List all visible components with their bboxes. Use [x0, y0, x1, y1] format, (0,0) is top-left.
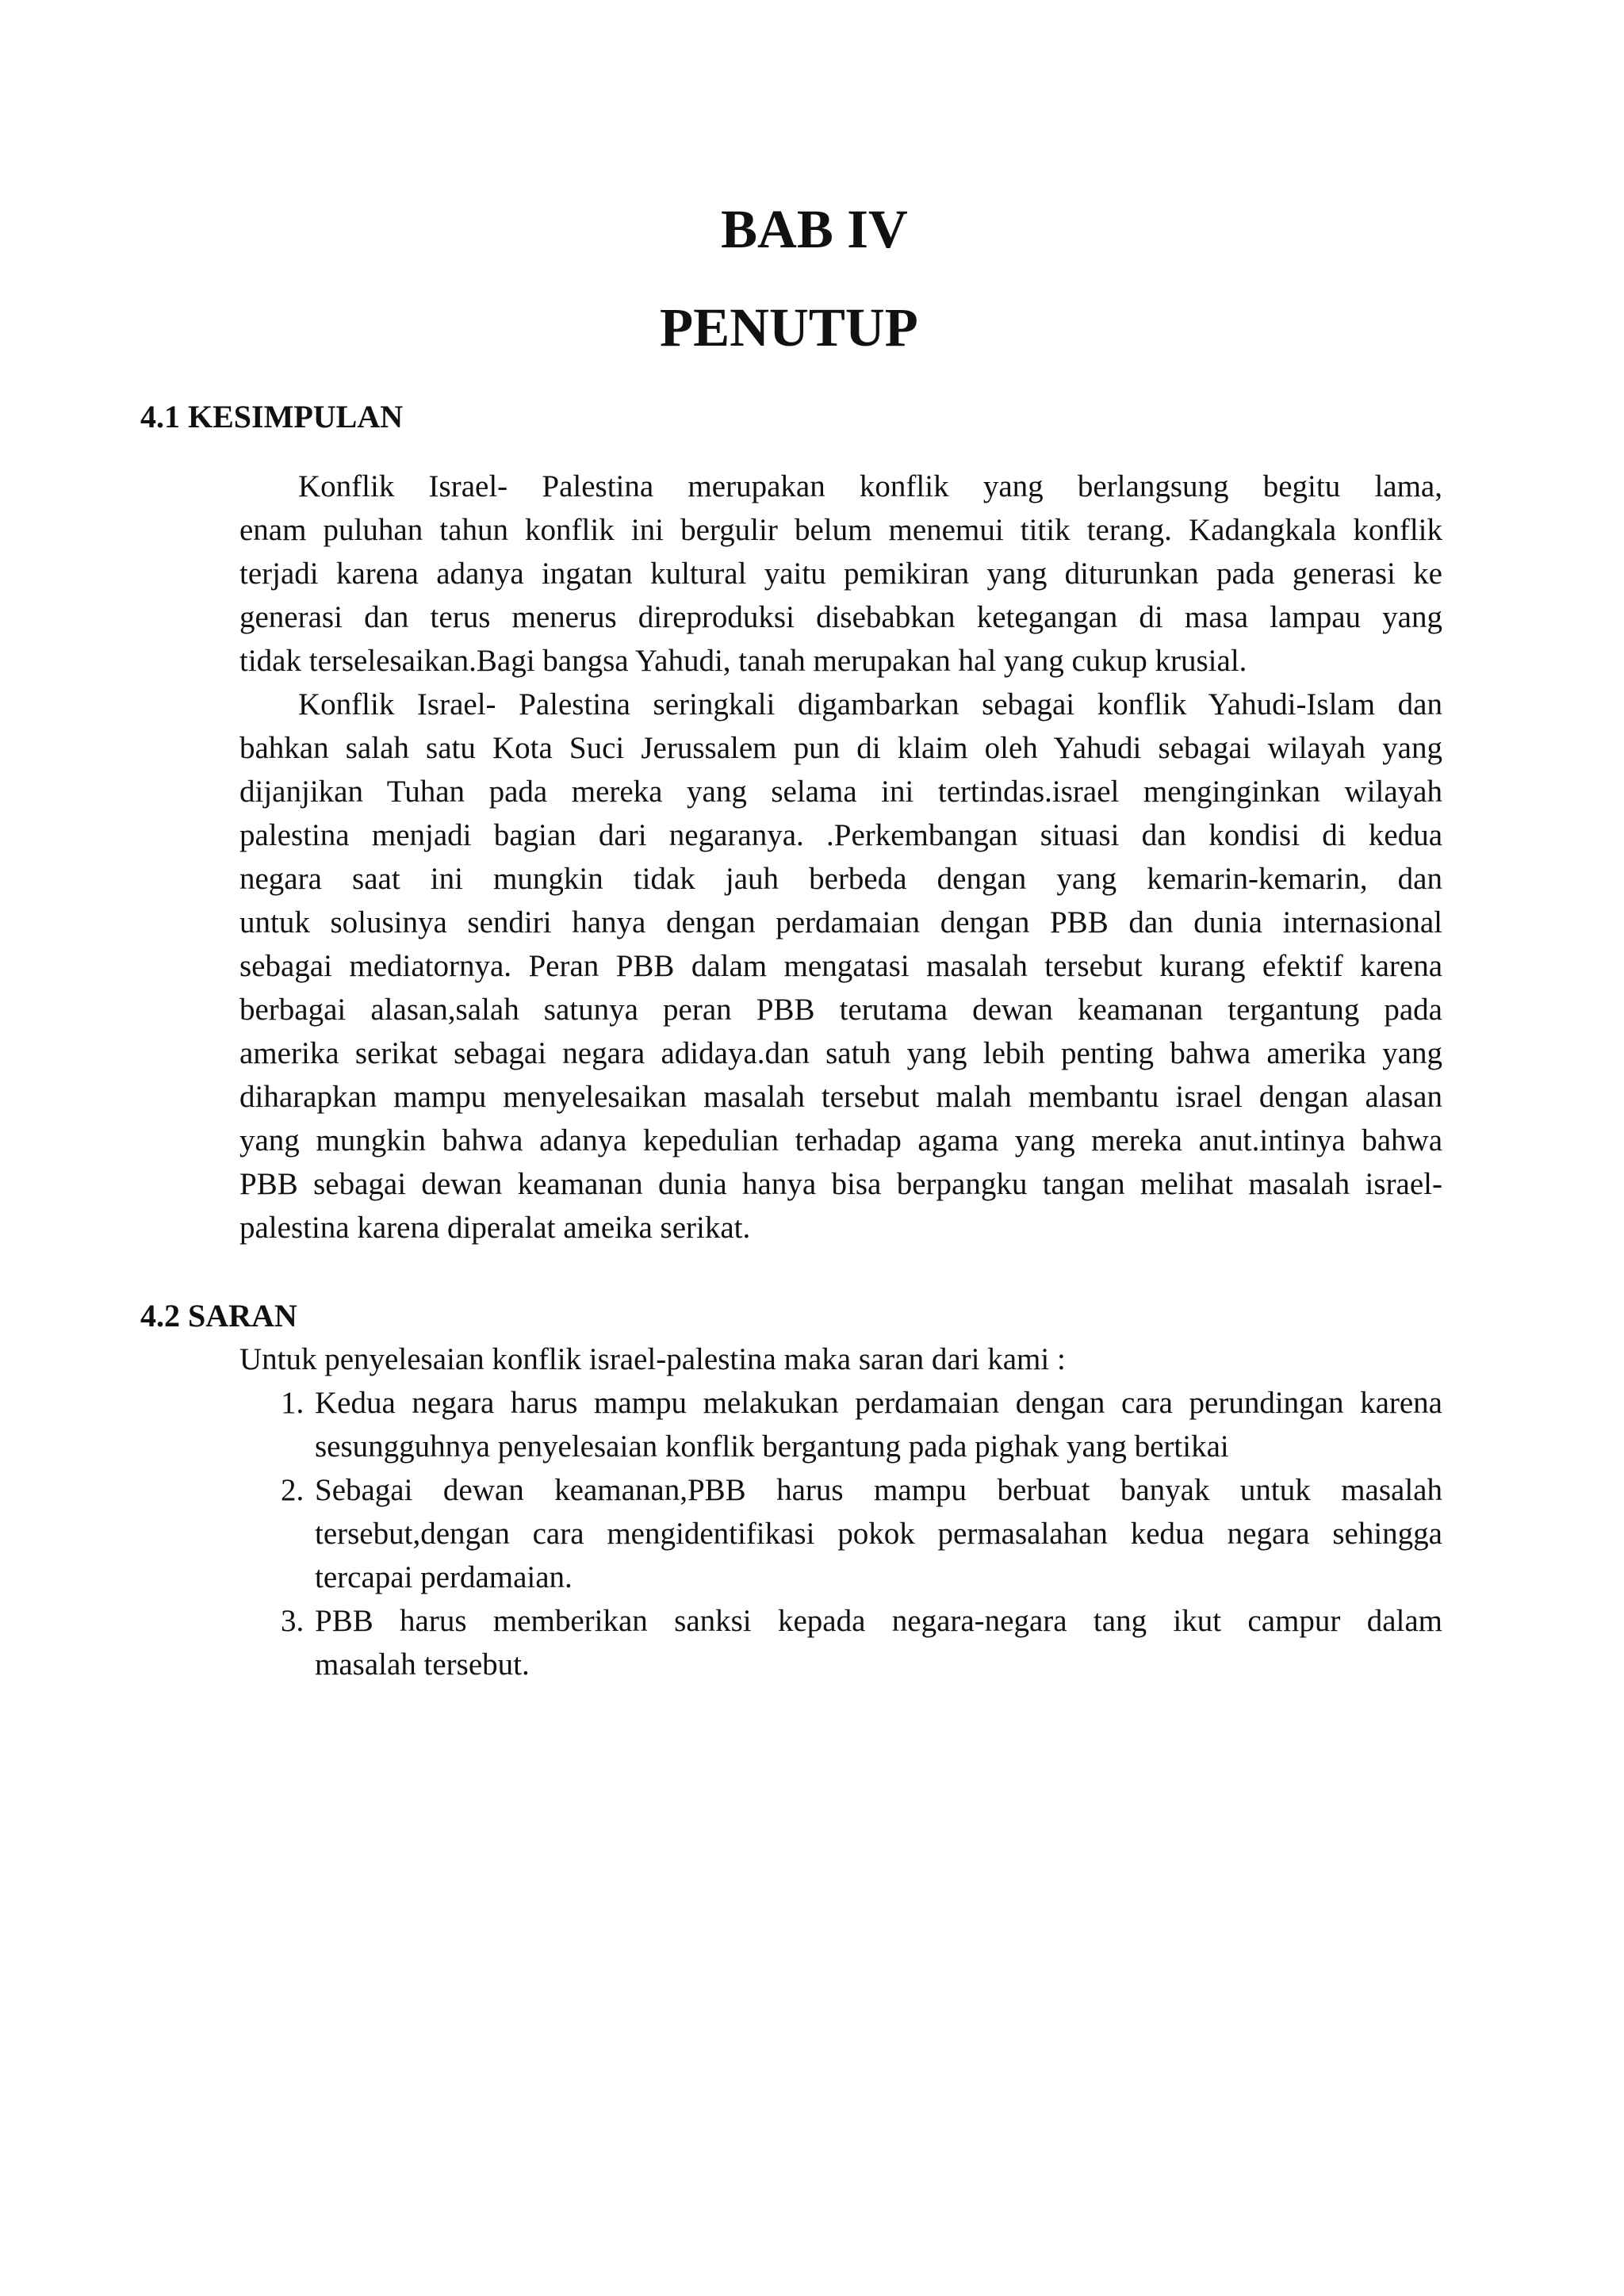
paragraph-line: generasi dan terus menerus direproduksi disebabkan ketegangan di masa lampau yang: [239, 600, 1442, 634]
list-number: 1.: [281, 1386, 304, 1420]
saran-intro: Untuk penyelesaian konflik israel-palestina maka saran dari kami :: [239, 1342, 1066, 1376]
chapter-title: PENUTUP: [660, 297, 918, 358]
list-item-line: Kedua negara harus mampu melakukan perdamaian dengan cara perundingan karena: [315, 1386, 1442, 1420]
paragraph-line: sebagai mediatornya. Peran PBB dalam mengatasi masalah tersebut kurang efektif karena: [239, 949, 1442, 983]
list-item-line: Sebagai dewan keamanan,PBB harus mampu berbuat banyak untuk masalah: [315, 1473, 1442, 1507]
section-heading-saran: 4.2 SARAN: [140, 1298, 297, 1334]
paragraph-line: enam puluhan tahun konflik ini bergulir belum menemui titik terang. Kadangkala konflik: [239, 513, 1442, 547]
list-item-line: sesungguhnya penyelesaian konflik bergantung pada pighak yang bertikai: [315, 1429, 1229, 1464]
list-item-line: masalah tersebut.: [315, 1647, 530, 1682]
list-number: 3.: [281, 1604, 304, 1638]
paragraph-line: Konflik Israel- Palestina merupakan konflik yang berlangsung begitu lama,: [298, 469, 1442, 503]
paragraph: [239, 683, 1442, 1249]
paragraph-line: Konflik Israel- Palestina seringkali digambarkan sebagai konflik Yahudi-Islam dan: [298, 687, 1442, 721]
list-item-text: [315, 1468, 1442, 1599]
list-number: 2.: [281, 1473, 304, 1507]
paragraph-line: amerika serikat sebagai negara adidaya.dan satuh yang lebih penting bahwa amerika yang: [239, 1036, 1442, 1070]
list-item: [0, 1468, 1624, 1599]
chapter-label: BAB IV: [721, 199, 908, 259]
list-item-line: PBB harus memberikan sanksi kepada negara-negara tang ikut campur dalam: [315, 1604, 1442, 1638]
list-item: [0, 1381, 1624, 1468]
list-item-line: tercapai perdamaian.: [315, 1560, 573, 1594]
paragraph-line: palestina menjadi bagian dari negaranya. .Perkembangan situasi dan kondisi di kedua: [239, 818, 1442, 852]
paragraph-line: diharapkan mampu menyelesaikan masalah tersebut malah membantu israel dengan alasan: [239, 1080, 1442, 1114]
kesimpulan-body: [239, 465, 1442, 1249]
paragraph-line: untuk solusinya sendiri hanya dengan perdamaian dengan PBB dan dunia internasional: [239, 905, 1442, 939]
saran-list: [0, 1381, 1624, 1686]
paragraph-line: bahkan salah satu Kota Suci Jerussalem pun di klaim oleh Yahudi sebagai wilayah yang: [239, 731, 1442, 765]
paragraph-line: terjadi karena adanya ingatan kultural yaitu pemikiran yang diturunkan pada generasi ke: [239, 557, 1442, 591]
paragraph-line: tidak terselesaikan.Bagi bangsa Yahudi, tanah merupakan hal yang cukup krusial.: [239, 644, 1247, 678]
section-heading-kesimpulan: 4.1 KESIMPULAN: [140, 399, 404, 434]
paragraph-line: yang mungkin bahwa adanya kepedulian terhadap agama yang mereka anut.intinya bahwa: [239, 1123, 1442, 1158]
list-item: [0, 1599, 1624, 1686]
paragraph: [239, 465, 1442, 683]
list-item-text: [315, 1599, 1442, 1686]
list-item-line: tersebut,dengan cara mengidentifikasi pokok permasalahan kedua negara sehingga: [315, 1517, 1442, 1551]
paragraph-line: palestina karena diperalat ameika serikat.: [239, 1211, 751, 1245]
paragraph-line: negara saat ini mungkin tidak jauh berbeda dengan yang kemarin-kemarin, dan: [239, 862, 1442, 896]
paragraph-line: dijanjikan Tuhan pada mereka yang selama ini tertindas.israel menginginkan wilayah: [239, 775, 1442, 809]
paragraph-line: PBB sebagai dewan keamanan dunia hanya bisa berpangku tangan melihat masalah israel-: [239, 1167, 1442, 1201]
list-item-text: [315, 1381, 1442, 1468]
paragraph-line: berbagai alasan,salah satunya peran PBB terutama dewan keamanan tergantung pada: [239, 993, 1442, 1027]
